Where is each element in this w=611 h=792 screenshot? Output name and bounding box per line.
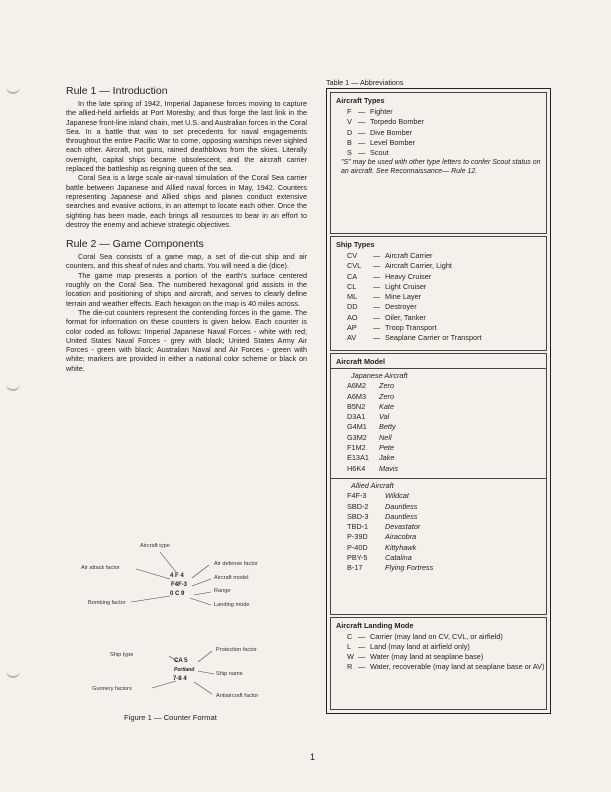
ship-type-dash: —	[373, 251, 381, 260]
japanese-aircraft-row	[347, 381, 546, 391]
ship-type-row	[347, 251, 546, 261]
landing-mode-code: W	[347, 652, 354, 661]
landing-mode-row	[347, 632, 546, 641]
japanese-aircraft-desc: Val	[379, 412, 390, 422]
allied-aircraft-code: F4F-3	[347, 491, 367, 501]
binder-hole-mark	[6, 82, 20, 94]
ship-type-row	[347, 313, 546, 323]
japanese-aircraft-code: B5N2	[347, 401, 366, 411]
aircraft-type-row	[347, 117, 546, 127]
ship-type-dash: —	[373, 281, 381, 291]
landing-mode-dash: —	[358, 642, 366, 651]
landing-mode-row	[347, 662, 546, 671]
label-air-attack-factor: Air attack factor	[81, 565, 120, 571]
rule2-paragraph: Coral Sea consists of a game map, a set of die-cut ship and air counters, and this sheaf of rules and charts. You will need a die (dice).	[66, 252, 307, 271]
ship-counter-bottom: 7-8 4	[173, 676, 187, 682]
japanese-aircraft-row	[347, 392, 546, 402]
ship-type-code: AV	[347, 333, 357, 343]
ship-type-dash: —	[373, 292, 381, 302]
ship-type-desc: Aircraft Carrier	[385, 251, 433, 260]
landing-mode-dash: —	[358, 632, 366, 641]
japanese-aircraft-desc: Pete	[379, 443, 395, 453]
ship-type-dash: —	[373, 302, 381, 312]
air-counter-bottom: 0 C 9	[170, 591, 185, 597]
counter-format-figure	[66, 540, 307, 725]
abbreviations-table	[326, 88, 551, 714]
allied-aircraft-row	[347, 553, 546, 563]
left-column	[66, 85, 307, 373]
ship-type-code: CV	[347, 251, 358, 260]
scout-note: "S" may be used with other type letters to confer Scout status on an aircraft. See Reconnaissance— Rule 12.	[341, 159, 541, 176]
allied-aircraft-desc: Wildcat	[385, 491, 409, 501]
aircraft-type-dash: —	[358, 127, 366, 137]
aircraft-type-code: D	[347, 127, 353, 137]
landing-mode-desc: Water, recoverable (may land at seaplane base or AV)	[370, 662, 545, 671]
japanese-aircraft-code: G4M1	[347, 422, 367, 432]
label-antiaircraft-factor: Antiaircraft factor	[216, 693, 259, 699]
rule1-paragraph: Coral Sea is a large scale air-naval simulation of the Coral Sea carrier battle between Japanese and Allied naval forces in May, 1942. Counters representing Japanese and Allied ships and planes conduct extensive searches and evasive actions, in an attempt to locate each other. Once the sighting has been made, each brings all resources to bear in an effort to destroy the enemy and achieve strategic objectives.	[66, 173, 307, 229]
label-gunnery-factors: Gunnery factors	[92, 686, 132, 692]
landing-mode-section	[330, 617, 547, 710]
aircraft-types-header: Aircraft Types	[336, 96, 385, 105]
aircraft-type-code: F	[347, 107, 352, 116]
ship-type-dash: —	[373, 312, 381, 322]
japanese-aircraft-desc: Zero	[379, 391, 395, 401]
figure-caption: Figure 1 — Counter Format	[124, 713, 217, 722]
japanese-aircraft-row	[347, 443, 546, 453]
allied-aircraft-desc: Airacobra	[385, 532, 417, 542]
ship-types-section	[330, 236, 547, 351]
allied-aircraft-code: SBD-3	[347, 511, 369, 521]
landing-mode-dash: —	[358, 652, 366, 661]
japanese-aircraft-desc: Zero	[379, 381, 395, 391]
air-counter-top: 4 F 4	[170, 573, 184, 579]
rule1-paragraph: In the late spring of 1942, Imperial Japanese forces moving to capture the allied-held airfields at Port Moresby, and thus forge the last link in the Japanese front-line island chain, met U.S. and Australian forces in the Coral Sea. In a battle that was to set precedents for naval engagements throughout the entire Pacific War to come, opposing warships never sighted each other. Aircraft, not guns, rained deathblows from the skies. Literally overnight, capital ships became obsolescent, and the aircraft carrier replaced the battleship as reigning queen of the sea.	[66, 99, 307, 174]
label-ship-name: Ship name	[216, 671, 243, 677]
ship-type-row	[347, 333, 546, 343]
ship-type-dash: —	[373, 271, 381, 281]
allied-aircraft-code: P-40D	[347, 542, 368, 552]
rule1-heading: Rule 1 — Introduction	[66, 85, 168, 97]
landing-mode-header: Aircraft Landing Mode	[336, 621, 414, 630]
aircraft-type-dash: —	[358, 117, 366, 127]
ship-type-code: DD	[347, 302, 358, 312]
aircraft-type-code: B	[347, 137, 352, 147]
allied-aircraft-code: SBD-2	[347, 501, 369, 511]
landing-mode-dash: —	[358, 662, 366, 671]
label-aircraft-type: Aircraft type	[140, 543, 170, 549]
aircraft-type-desc: Dive Bomber	[370, 127, 413, 137]
japanese-aircraft-desc: Mavis	[379, 463, 399, 473]
ship-type-desc: Troop Transport	[385, 323, 437, 333]
ship-types-header: Ship Types	[336, 240, 375, 249]
aircraft-type-dash: —	[358, 137, 366, 147]
allied-aircraft-code: TBD-1	[347, 522, 369, 532]
aircraft-types-section	[330, 92, 547, 234]
aircraft-model-section	[330, 353, 547, 615]
allied-aircraft-header: Allied Aircraft	[351, 480, 394, 490]
japanese-aircraft-code: H6K4	[347, 463, 366, 473]
aircraft-type-dash: —	[358, 148, 366, 158]
japanese-aircraft-header: Japanese Aircraft	[351, 371, 408, 380]
aircraft-type-row	[347, 128, 546, 138]
japanese-aircraft-row	[347, 422, 546, 432]
japanese-aircraft-desc: Betty	[379, 422, 396, 432]
ship-type-row	[347, 302, 546, 312]
rule2-heading: Rule 2 — Game Components	[66, 238, 204, 251]
aircraft-type-row	[347, 138, 546, 148]
aircraft-model-header: Aircraft Model	[336, 357, 386, 366]
japanese-aircraft-code: A6M2	[347, 381, 367, 391]
landing-mode-row	[347, 642, 546, 651]
rule2-paragraph: The game map presents a portion of the earth's surface centered roughly on the Coral Sea. The numbered hexagonal grid assists in the location and positioning of ships and aircraft, and serves to clearly define terrain and weather effects. Each hexagon on the map is 40 miles across.	[66, 270, 307, 308]
japanese-aircraft-code: E13A1	[347, 453, 369, 463]
landing-mode-code: L	[347, 642, 352, 651]
allied-aircraft-desc: Catalina	[385, 553, 412, 563]
allied-aircraft-row	[347, 543, 546, 553]
japanese-aircraft-code: G3M2	[347, 432, 367, 442]
allied-aircraft-row	[347, 512, 546, 522]
allied-aircraft-code: P-39D	[347, 532, 368, 542]
ship-type-code: CL	[347, 281, 357, 291]
allied-aircraft-row	[347, 502, 546, 512]
japanese-aircraft-code: A6M3	[347, 391, 367, 401]
ship-type-code: AP	[347, 323, 357, 333]
allied-aircraft-desc: Devastator	[385, 522, 421, 532]
ship-type-code: CA	[347, 271, 358, 281]
allied-aircraft-row	[347, 522, 546, 532]
landing-mode-desc: Carrier (may land on CV, CVL, or airfield)	[370, 632, 503, 641]
aircraft-type-code: V	[347, 117, 352, 127]
japanese-aircraft-row	[347, 402, 546, 412]
label-bombing-factor: Bombing factor	[88, 600, 126, 606]
page-number: 1	[310, 752, 316, 762]
ship-type-desc: Mine Layer	[385, 292, 422, 302]
aircraft-type-code: S	[347, 148, 352, 158]
japanese-aircraft-code: F1M2	[347, 443, 366, 453]
allied-aircraft-desc: Dauntless	[385, 501, 418, 511]
ship-counter-name: Portland	[174, 667, 195, 673]
ship-type-code: CVL	[347, 261, 362, 271]
label-aircraft-model: Aircraft model	[214, 575, 249, 581]
aircraft-type-desc: Torpedo Bomber	[370, 117, 424, 127]
japanese-aircraft-row	[347, 453, 546, 463]
aircraft-type-row	[347, 148, 546, 158]
japanese-aircraft-row	[347, 433, 546, 443]
ship-counter-top: CA 5	[174, 658, 188, 664]
ship-type-desc: Seaplane Carrier or Transport	[385, 333, 482, 343]
japanese-aircraft-code: D3A1	[347, 412, 366, 422]
ship-type-row	[347, 261, 546, 271]
ship-type-dash: —	[373, 323, 381, 333]
aircraft-type-desc: Level Bomber	[370, 137, 416, 147]
japanese-aircraft-desc: Jake	[379, 453, 395, 463]
ship-type-row	[347, 282, 546, 292]
ship-type-code: AO	[347, 312, 358, 322]
japanese-aircraft-desc: Nell	[379, 432, 392, 442]
rule2-paragraph: The die-cut counters represent the contending forces in the game. The format for information on these counters is given below. Each counter is color coded as follows: Imperial Japanese Naval Forces - white with red; United States Naval Forces - grey with black; United States Army Air Forces - green with black; Australian Naval and Air Forces - green with white; markers are provided in either a national color scheme or black on white.	[66, 307, 307, 373]
table-title: Table 1 — Abbreviations	[326, 78, 404, 87]
ship-type-row	[347, 292, 546, 302]
allied-aircraft-code: PBY-5	[347, 553, 368, 563]
landing-mode-desc: Land (may land at airfield only)	[370, 642, 470, 651]
allied-aircraft-row	[347, 491, 546, 501]
japanese-aircraft-row	[347, 464, 546, 474]
allied-aircraft-row	[347, 563, 546, 573]
ship-type-dash: —	[373, 333, 381, 343]
ship-type-desc: Destroyer	[385, 302, 417, 312]
ship-type-desc: Heavy Cruiser	[385, 271, 432, 281]
landing-mode-code: C	[347, 632, 353, 641]
label-ship-type: Ship type	[110, 652, 134, 658]
air-counter-model: F4F-3	[171, 582, 188, 588]
label-protection-factor: Protection factor	[216, 647, 257, 653]
allied-aircraft-desc: Kittyhawk	[385, 542, 417, 552]
japanese-aircraft-row	[347, 412, 546, 422]
japanese-aircraft-desc: Kate	[379, 401, 395, 411]
allied-aircraft-code: B-17	[347, 563, 363, 573]
landing-mode-row	[347, 652, 546, 661]
label-air-defense-factor: Air defense factor	[214, 561, 258, 567]
binder-hole-mark	[6, 379, 20, 391]
allied-aircraft-row	[347, 532, 546, 542]
aircraft-type-desc: Scout	[370, 148, 389, 158]
ship-type-row	[347, 323, 546, 333]
allied-aircraft-desc: Dauntless	[385, 511, 418, 521]
label-range: Range	[214, 588, 231, 594]
aircraft-type-desc: Fighter	[370, 107, 393, 116]
landing-mode-desc: Water (may land at seaplane base)	[370, 652, 484, 661]
ship-type-row	[347, 272, 546, 282]
ship-type-desc: Aircraft Carrier, Light	[385, 261, 452, 271]
label-landing-mode: Landing mode	[214, 602, 250, 608]
ship-type-desc: Light Cruiser	[385, 281, 427, 291]
aircraft-type-row	[347, 107, 546, 117]
ship-type-code: ML	[347, 292, 358, 302]
ship-type-desc: Oiler, Tanker	[385, 312, 426, 322]
allied-aircraft-desc: Flying Fortress	[385, 563, 434, 573]
binder-hole-mark	[6, 666, 20, 678]
landing-mode-code: R	[347, 662, 353, 671]
aircraft-type-dash: —	[358, 107, 366, 116]
ship-type-dash: —	[373, 261, 381, 271]
